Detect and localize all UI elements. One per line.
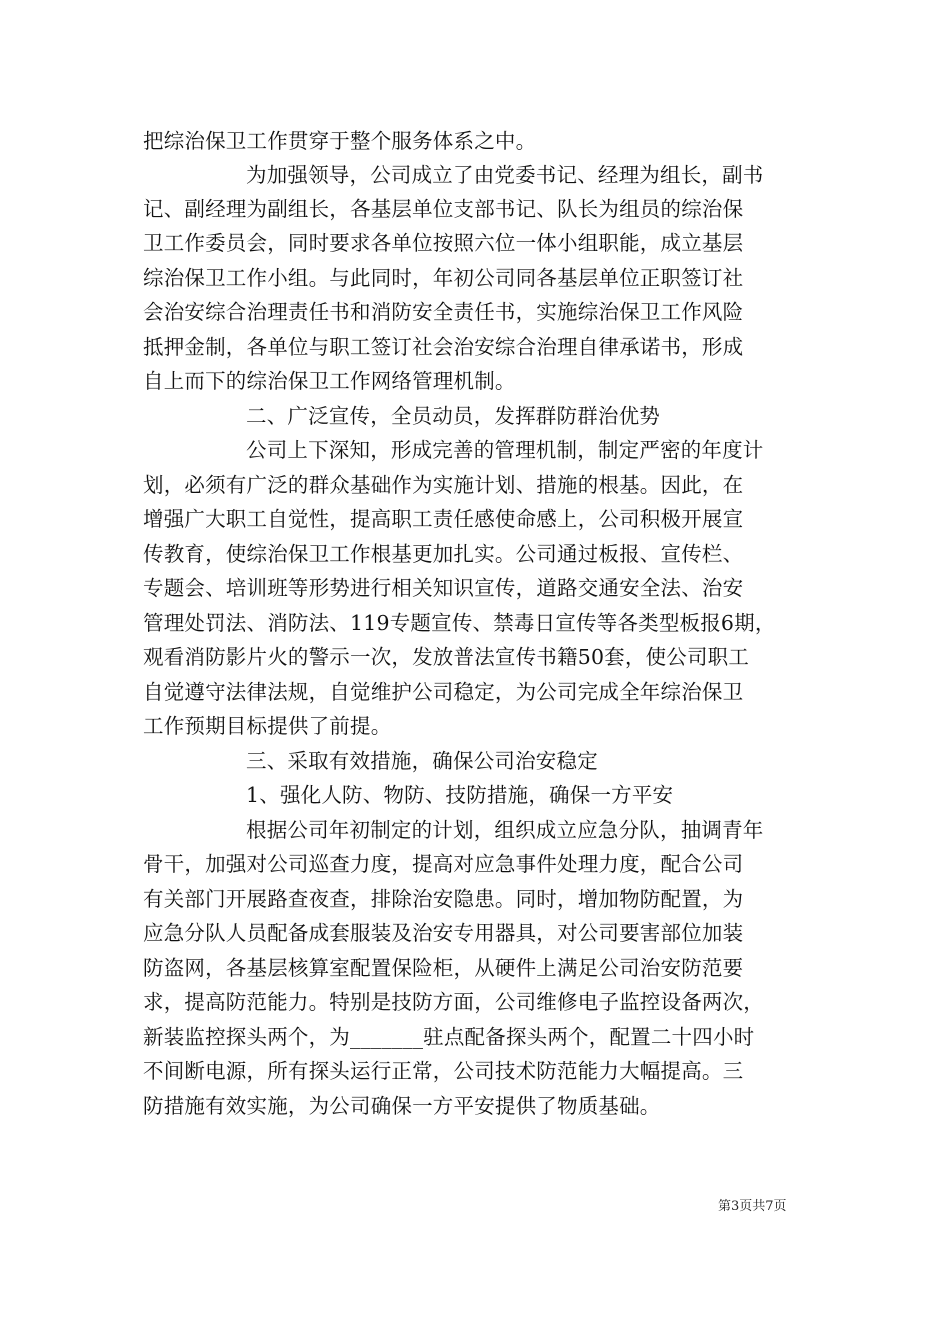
text-line: 防盗网，各基层核算室配置保险柜，从硬件上满足公司治安防范要 [143,956,744,980]
page-number: 第3页共7页 [718,1199,787,1214]
text-line: 自上而下的综治保卫工作网络管理机制。 [143,369,516,393]
subsection-heading: 1、强化人防、物防、技防措施，确保一方平安 [246,783,674,807]
text-line: 新装监控探头两个，为_______驻点配备探头两个，配置二十四小时 [143,1025,755,1049]
text-line: 抵押金制，各单位与职工签订社会治安综合治理自律承诺书，形成 [143,335,744,359]
paragraph-first-line: 为加强领导，公司成立了由党委书记、经理为组长，副书 [246,163,764,187]
text-line: 卫工作委员会，同时要求各单位按照六位一体小组职能，成立基层 [143,231,744,255]
text-line: 把综治保卫工作贯穿于整个服务体系之中。 [143,129,537,153]
text-line: 观看消防影片火的警示一次，发放普法宣传书籍50套，使公司职工 [143,645,750,669]
text-line: 会治安综合治理责任书和消防安全责任书，实施综治保卫工作风险 [143,300,744,324]
section-heading: 二、广泛宣传，全员动员，发挥群防群治优势 [246,404,660,428]
text-line: 传教育，使综治保卫工作根基更加扎实。公司通过板报、宣传栏、 [143,542,744,566]
text-line: 有关部门开展路查夜查，排除治安隐患。同时，增加物防配置，为 [143,887,744,911]
text-line: 骨干，加强对公司巡查力度，提高对应急事件处理力度，配合公司 [143,852,744,876]
text-line: 工作预期目标提供了前提。 [143,714,392,738]
text-line: 自觉遵守法律法规，自觉维护公司稳定，为公司完成全年综治保卫 [143,680,744,704]
text-line: 综治保卫工作小组。与此同时，年初公司同各基层单位正职签订社 [143,266,744,290]
paragraph-first-line: 根据公司年初制定的计划，组织成立应急分队，抽调青年 [246,818,764,842]
text-line: 记、副经理为副组长，各基层单位支部书记、队长为组员的综治保 [143,197,744,221]
section-heading: 三、采取有效措施，确保公司治安稳定 [246,749,598,773]
paragraph-first-line: 公司上下深知，形成完善的管理机制，制定严密的年度计 [246,438,764,462]
text-line: 不间断电源，所有探头运行正常，公司技术防范能力大幅提高。三 [143,1059,744,1083]
text-line: 增强广大职工自觉性，提高职工责任感使命感上，公司积极开展宣 [143,507,744,531]
text-line: 防措施有效实施，为公司确保一方平安提供了物质基础。 [143,1094,661,1118]
text-line: 管理处罚法、消防法、119专题宣传、禁毒日宣传等各类型板报6期， [143,611,776,635]
text-line: 应急分队人员配备成套服装及治安专用器具，对公司要害部位加装 [143,921,744,945]
text-line: 求，提高防范能力。特别是技防方面，公司维修电子监控设备两次， [143,990,764,1014]
text-line: 专题会、培训班等形势进行相关知识宣传，道路交通安全法、治安 [143,576,744,600]
text-line: 划，必须有广泛的群众基础作为实施计划、措施的根基。因此，在 [143,473,744,497]
